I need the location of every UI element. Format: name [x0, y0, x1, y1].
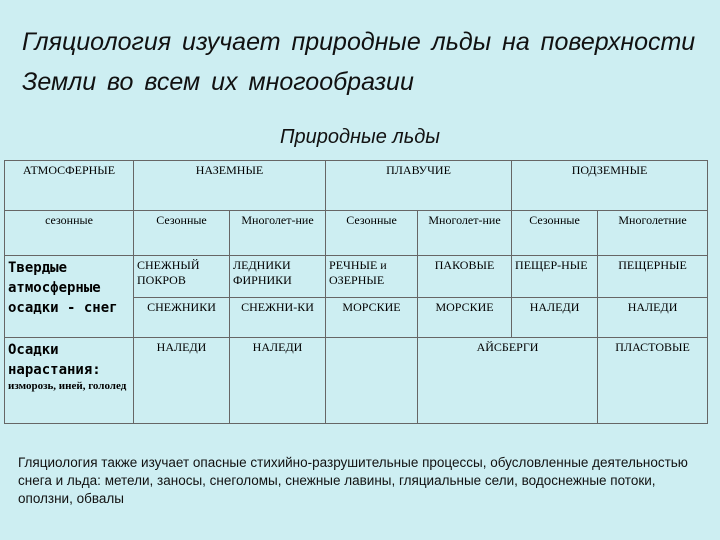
page-title: Гляциология изучает природные льды на поверхности Земли во всем их многообразии [22, 28, 696, 96]
table-header-row [5, 161, 708, 211]
header-atmospheric: АТМОСФЕРНЫЕ [5, 161, 134, 211]
table-cell: Многолетние [598, 211, 708, 256]
table-row-snow [5, 256, 708, 298]
table-cell: ПЛАСТОВЫЕ [598, 338, 708, 424]
table-cell: Многолет-ние [418, 211, 512, 256]
table-cell: РЕЧНЫЕ и ОЗЕРНЫЕ [326, 256, 418, 298]
table-cell: НАЛЕДИ [512, 298, 598, 338]
table-row-accretion [5, 338, 708, 424]
table-cell: МОРСКИЕ [418, 298, 512, 338]
row-label-solid-precipitation [5, 256, 134, 338]
table-cell: АЙСБЕРГИ [418, 338, 598, 424]
table-cell: Сезонные [512, 211, 598, 256]
footnote-text: Гляциология также изучает опасные стихийно-разрушительные процессы, обусловленные деятельностью снега и льда: метели, заносы, снеголомы, снежные лавины, гляциальные сели, водоснежные потоки, оползни, обвалы [18, 455, 688, 506]
header-ground: НАЗЕМНЫЕ [134, 161, 326, 211]
table-cell [326, 338, 418, 424]
row-label-accretion [5, 338, 134, 424]
ice-classification-table [4, 160, 708, 424]
row-label-text: Твердые атмосферные осадки - снег [8, 260, 118, 316]
table-row-duration [5, 211, 708, 256]
table-cell: Многолет-ние [230, 211, 326, 256]
table-title: Природные льды [279, 126, 440, 148]
table-cell: ПАКОВЫЕ [418, 256, 512, 298]
table-cell: ЛЕДНИКИ ФИРНИКИ [230, 256, 326, 298]
table-cell: СНЕЖНИКИ [134, 298, 230, 338]
row-label-text: Осадки нарастания: [8, 342, 101, 378]
table-cell: ПЕЩЕРНЫЕ [598, 256, 708, 298]
table-cell: МОРСКИЕ [326, 298, 418, 338]
table-cell: СНЕЖНЫЙ ПОКРОВ [134, 256, 230, 298]
header-floating: ПЛАВУЧИЕ [326, 161, 512, 211]
table-cell: НАЛЕДИ [230, 338, 326, 424]
table-cell: НАЛЕДИ [598, 298, 708, 338]
header-underground: ПОДЗЕМНЫЕ [512, 161, 708, 211]
table-cell: СНЕЖНИ-КИ [230, 298, 326, 338]
table-cell: Сезонные [326, 211, 418, 256]
table-cell: сезонные [5, 211, 134, 256]
table-cell: Сезонные [134, 211, 230, 256]
table-cell: НАЛЕДИ [134, 338, 230, 424]
row-label-subtext: изморозь, иней, гололед [8, 380, 127, 392]
table-cell: ПЕЩЕР-НЫЕ [512, 256, 598, 298]
